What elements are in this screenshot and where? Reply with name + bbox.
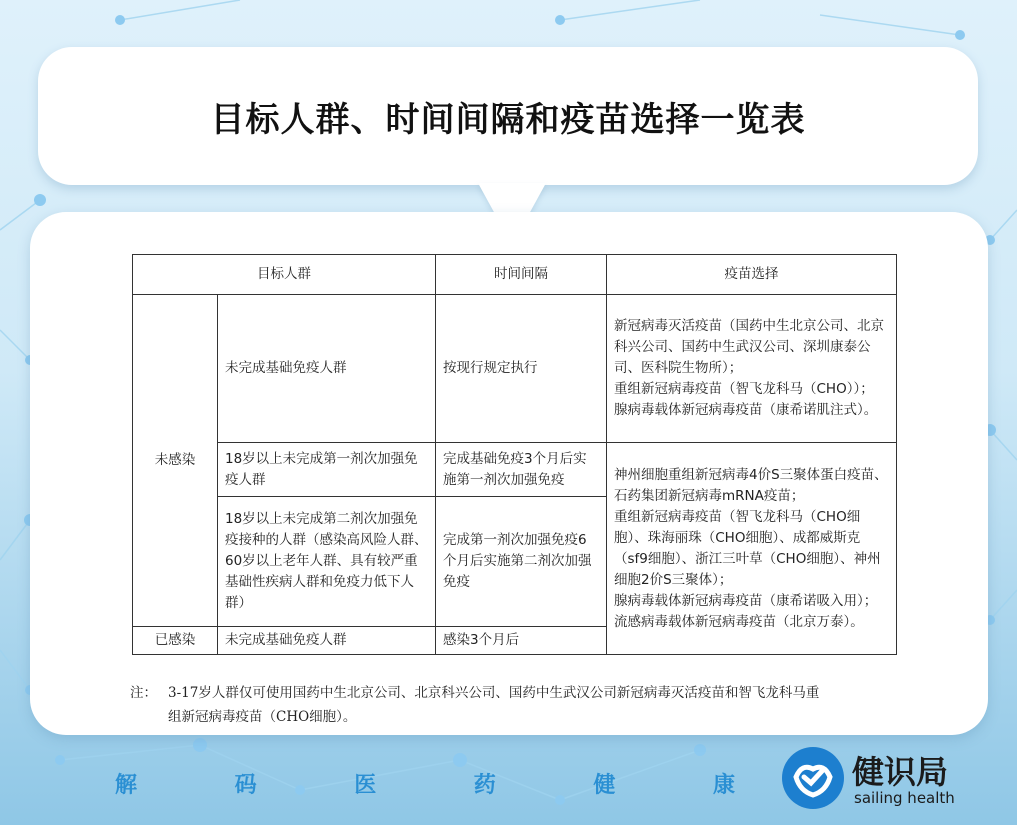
slogan-char: 码	[234, 773, 257, 798]
table-header-row	[133, 255, 897, 295]
vaccine-item: 腺病毒载体新冠病毒疫苗（康希诺肌注式）。	[614, 402, 878, 418]
slogan-char: 解	[115, 773, 138, 798]
note-label: 注：	[130, 685, 157, 701]
note-text-line2: 组新冠病毒疫苗（CHO细胞）。	[168, 709, 357, 725]
header-vaccine: 疫苗选择	[607, 255, 897, 295]
vaccine-booster-cell	[607, 443, 897, 655]
table-row	[133, 443, 897, 497]
logo-english-name: sailing health	[854, 789, 955, 807]
slogan-char: 药	[473, 773, 496, 798]
slogan-char: 健	[593, 773, 616, 798]
slogan-char: 康	[712, 773, 735, 798]
note-text-line1: 3-17岁人群仅可使用国药中生北京公司、北京科兴公司、国药中生武汉公司新冠病毒灭活疫苗和智飞龙科马重	[168, 685, 820, 701]
group-infected: 已感染	[133, 627, 218, 655]
vaccine-item: 神州细胞重组新冠病毒4价S三聚体蛋白疫苗、石药集团新冠病毒mRNA疫苗；	[614, 466, 888, 504]
footer-slogan	[115, 768, 735, 799]
population-cell: 未完成基础免疫人群	[218, 295, 436, 443]
interval-cell: 完成基础免疫3个月后实施第一剂次加强免疫	[436, 443, 607, 497]
logo-chinese-name: 健识局	[852, 753, 949, 791]
interval-cell: 感染3个月后	[436, 627, 607, 655]
page-title: 目标人群、时间间隔和疫苗选择一览表	[210, 99, 806, 140]
group-uninfected: 未感染	[133, 295, 218, 627]
vaccine-table	[132, 254, 897, 655]
population-cell: 18岁以上未完成第一剂次加强免疫人群	[218, 443, 436, 497]
vaccine-item: 新冠病毒灭活疫苗（国药中生北京公司、北京科兴公司、国药中生武汉公司、深圳康泰公司、医科院生物所）；	[614, 318, 884, 376]
logo-mark-icon	[782, 747, 844, 809]
vaccine-primary-cell	[607, 295, 897, 443]
vaccine-item: 腺病毒载体新冠病毒疫苗（康希诺吸入用）；	[614, 592, 878, 609]
vaccine-item: 重组新冠病毒疫苗（智飞龙科马（CHO））；	[614, 381, 874, 397]
footnote	[130, 681, 910, 729]
population-cell: 18岁以上未完成第二剂次加强免疫接种的人群（感染高风险人群、60岁以上老年人群、具有较严重基础性疾病人群和免疫力低下人群）	[218, 497, 436, 627]
header-population: 目标人群	[133, 255, 436, 295]
interval-cell: 完成第一剂次加强免疫6个月后实施第二剂次加强免疫	[436, 497, 607, 627]
brand-logo	[780, 745, 980, 815]
population-cell: 未完成基础免疫人群	[218, 627, 436, 655]
vaccine-item: 重组新冠病毒疫苗（智飞龙科马（CHO细胞）、珠海丽珠（CHO细胞）、成都威斯克（sf9细胞）、浙江三叶草（CHO细胞）、神州细胞2价S三聚体）；	[614, 508, 881, 588]
interval-cell: 按现行规定执行	[436, 295, 607, 443]
slogan-char: 医	[354, 773, 377, 798]
table-row	[133, 295, 897, 443]
vaccine-item: 流感病毒载体新冠病毒疫苗（北京万泰）。	[614, 613, 864, 630]
header-interval: 时间间隔	[436, 255, 607, 295]
title-banner	[38, 47, 978, 185]
